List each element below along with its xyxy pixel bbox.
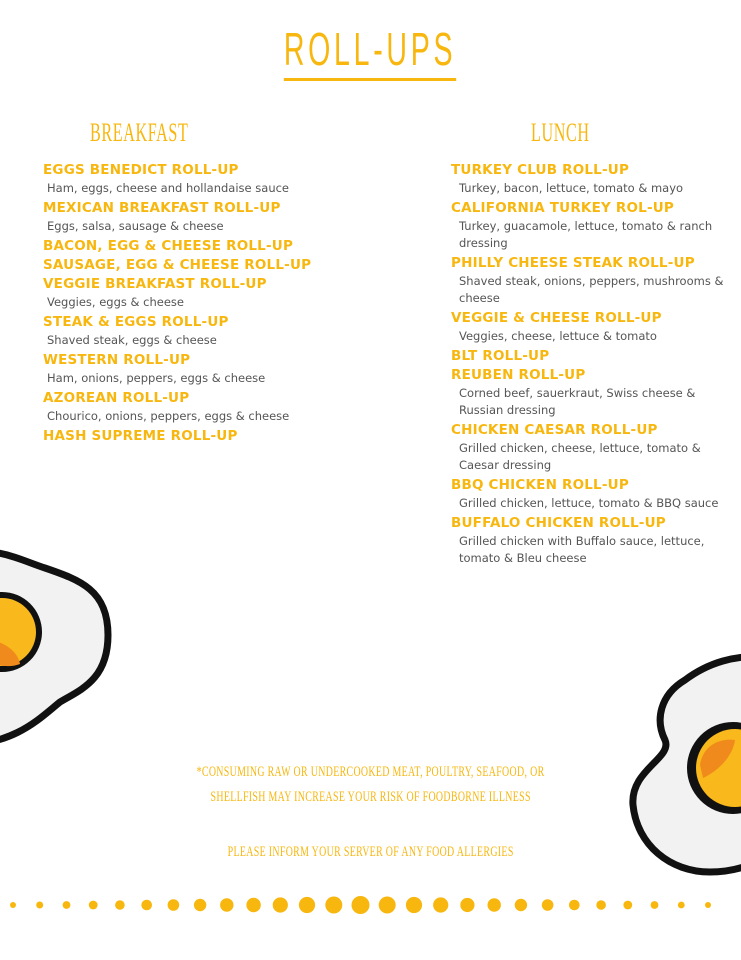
menu-item (43, 161, 343, 197)
consumption-warning-2-text: SHELLFISH MAY INCREASE YOUR RISK OF FOODBORNE ILLNESS (210, 789, 531, 805)
item-name: CHICKEN CAESAR ROLL-UP (451, 422, 658, 438)
menu-item (43, 351, 343, 387)
lunch-heading: LUNCH (531, 118, 590, 147)
consumption-warning-1 (0, 764, 741, 781)
divider-dot (194, 899, 206, 911)
item-desc: Grilled chicken, lettuce, tomato & BBQ sauce (459, 496, 719, 510)
divider-dot (542, 899, 554, 911)
item-desc: Shaved steak, onions, peppers, mushrooms & cheese (459, 274, 724, 305)
item-name: BUFFALO CHICKEN ROLL-UP (451, 515, 666, 531)
item-desc: Corned beef, sauerkraut, Swiss cheese & Russian dressing (459, 386, 696, 417)
divider-dot (220, 898, 233, 911)
divider-dot (63, 901, 71, 909)
item-name: PHILLY CHEESE STEAK ROLL-UP (451, 255, 695, 271)
divider-dot (325, 897, 342, 914)
item-name: BLT ROLL-UP (451, 348, 550, 364)
divider-dot (488, 898, 501, 911)
divider-dot (433, 897, 448, 912)
divider-dot (141, 900, 152, 911)
menu-item (43, 199, 343, 235)
allergy-notice-text: PLEASE INFORM YOUR SERVER OF ANY FOOD ALLERGIES (227, 844, 514, 860)
divider-dot (89, 901, 98, 910)
item-desc: Chourico, onions, peppers, eggs & cheese (47, 409, 290, 423)
divider-dot (705, 902, 711, 908)
breakfast-heading: BREAKFAST (90, 118, 189, 147)
divider-dot (651, 901, 659, 909)
menu-title-wrap (0, 22, 741, 81)
item-name: VEGGIE & CHEESE ROLL-UP (451, 310, 662, 326)
menu-item (43, 389, 343, 425)
menu-item (451, 254, 731, 307)
divider-dot (10, 902, 16, 908)
menu-item (451, 421, 731, 474)
divider-dot (36, 902, 43, 909)
breakfast-list (43, 161, 343, 446)
item-name: WESTERN ROLL-UP (43, 352, 191, 368)
item-desc: Veggies, cheese, lettuce & tomato (459, 329, 657, 343)
item-name: STEAK & EGGS ROLL-UP (43, 314, 229, 330)
consumption-warning-1-text: *CONSUMING RAW OR UNDERCOOKED MEAT, POULTRY, SEAFOOD, OR (196, 764, 545, 780)
item-name: EGGS BENEDICT ROLL-UP (43, 162, 239, 178)
divider-dot (460, 898, 474, 912)
divider-dot (299, 897, 315, 913)
fried-egg-icon (0, 540, 115, 750)
menu-item (43, 237, 343, 256)
menu-item (451, 347, 731, 366)
menu-item (451, 514, 731, 567)
item-name: CALIFORNIA TURKEY ROL-UP (451, 200, 675, 216)
menu-item (43, 313, 343, 349)
item-desc: Grilled chicken, cheese, lettuce, tomato & Caesar dressing (459, 441, 701, 472)
menu-item (451, 309, 731, 345)
divider-dot (596, 900, 606, 910)
allergy-notice (0, 844, 741, 861)
item-desc: Ham, eggs, cheese and hollandaise sauce (47, 181, 289, 195)
item-desc: Ham, onions, peppers, eggs & cheese (47, 371, 266, 385)
menu-item (451, 199, 731, 252)
menu-item (451, 366, 731, 419)
divider-dot (678, 902, 685, 909)
item-name: HASH SUPREME ROLL-UP (43, 428, 238, 444)
item-name: MEXICAN BREAKFAST ROLL-UP (43, 200, 281, 216)
item-name: VEGGIE BREAKFAST ROLL-UP (43, 276, 267, 292)
item-desc: Eggs, salsa, sausage & cheese (47, 219, 224, 233)
consumption-warning-2 (0, 789, 741, 806)
divider-dot (115, 900, 125, 910)
divider-dot (623, 901, 632, 910)
item-desc: Grilled chicken with Buffalo sauce, lettuce, tomato & Bleu cheese (459, 534, 705, 565)
item-name: SAUSAGE, EGG & CHEESE ROLL-UP (43, 257, 312, 273)
menu-item (451, 476, 731, 512)
divider-dot (168, 899, 180, 911)
divider-dot (406, 897, 422, 913)
menu-item (43, 275, 343, 311)
menu-title: ROLL-UPS (284, 22, 456, 81)
divider-dot (352, 896, 370, 914)
divider-dot (273, 897, 288, 912)
item-desc: Veggies, eggs & cheese (47, 295, 184, 309)
item-name: REUBEN ROLL-UP (451, 367, 586, 383)
dot-divider (0, 885, 741, 925)
item-desc: Turkey, guacamole, lettuce, tomato & ranch dressing (459, 219, 713, 250)
lunch-list (451, 161, 731, 569)
divider-dot (515, 899, 527, 911)
menu-item (43, 427, 343, 446)
divider-dot (379, 897, 396, 914)
divider-dot (246, 898, 260, 912)
divider-dot (569, 900, 580, 911)
menu-item (43, 256, 343, 275)
item-desc: Shaved steak, eggs & cheese (47, 333, 217, 347)
item-name: AZOREAN ROLL-UP (43, 390, 190, 406)
item-name: TURKEY CLUB ROLL-UP (451, 162, 630, 178)
item-desc: Turkey, bacon, lettuce, tomato & mayo (459, 181, 684, 195)
menu-item (451, 161, 731, 197)
item-name: BBQ CHICKEN ROLL-UP (451, 477, 629, 493)
item-name: BACON, EGG & CHEESE ROLL-UP (43, 238, 294, 254)
